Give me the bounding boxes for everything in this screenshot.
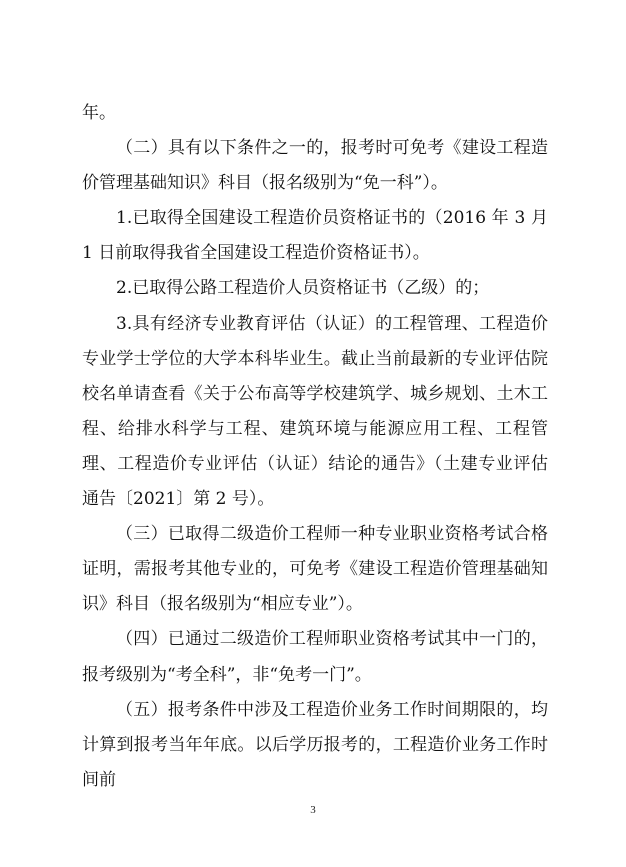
paragraph-continuation: 年。 [82, 103, 116, 123]
paragraph-item-2: （二）具有以下条件之一的，报考时可免考《建设工程造价管理基础知识》科目（报名级别为“免一科”）。 [82, 138, 548, 194]
paragraph-item-3: （三）已取得二级造价工程师一种专业职业资格考试合格证明，需报考其他专业的，可免考《建设工程造价管理基础知识》科目（报名级别为“相应专业”）。 [82, 524, 548, 615]
paragraph-subitem-2: 2.已取得公路工程造价人员资格证书（乙级）的； [116, 278, 490, 299]
paragraph-subitem-3: 3.具有经济专业教育评估（认证）的工程管理、工程造价专业学士学位的大学本科毕业生。截止当前最新的专业评估院校名单请查看《关于公布高等学校建筑学、城乡规划、土木工程、给排水科学与工程、建筑环境与能源应用工程、工程管理、工程造价专业评估（认证）结论的通告》（土建专业评估通告〔2021〕第 2 号）。 [82, 313, 548, 510]
paragraph-item-4: （四）已通过二级造价工程师职业资格考试其中一门的，报考级别为“考全科”，非“免考一门”。 [82, 629, 548, 685]
paragraph-item-5: （五）报考条件中涉及工程造价业务工作时间期限的，均计算到报考当年年底。以后学历报考的，工程造价业务工作时间前 [82, 699, 548, 790]
page-number: 3 [310, 804, 316, 816]
body-text [82, 96, 548, 798]
paragraph-subitem-1: 1.已取得全国建设工程造价员资格证书的（2016 年 3 月 1 日前取得我省全国建设工程造价资格证书）。 [82, 208, 548, 264]
